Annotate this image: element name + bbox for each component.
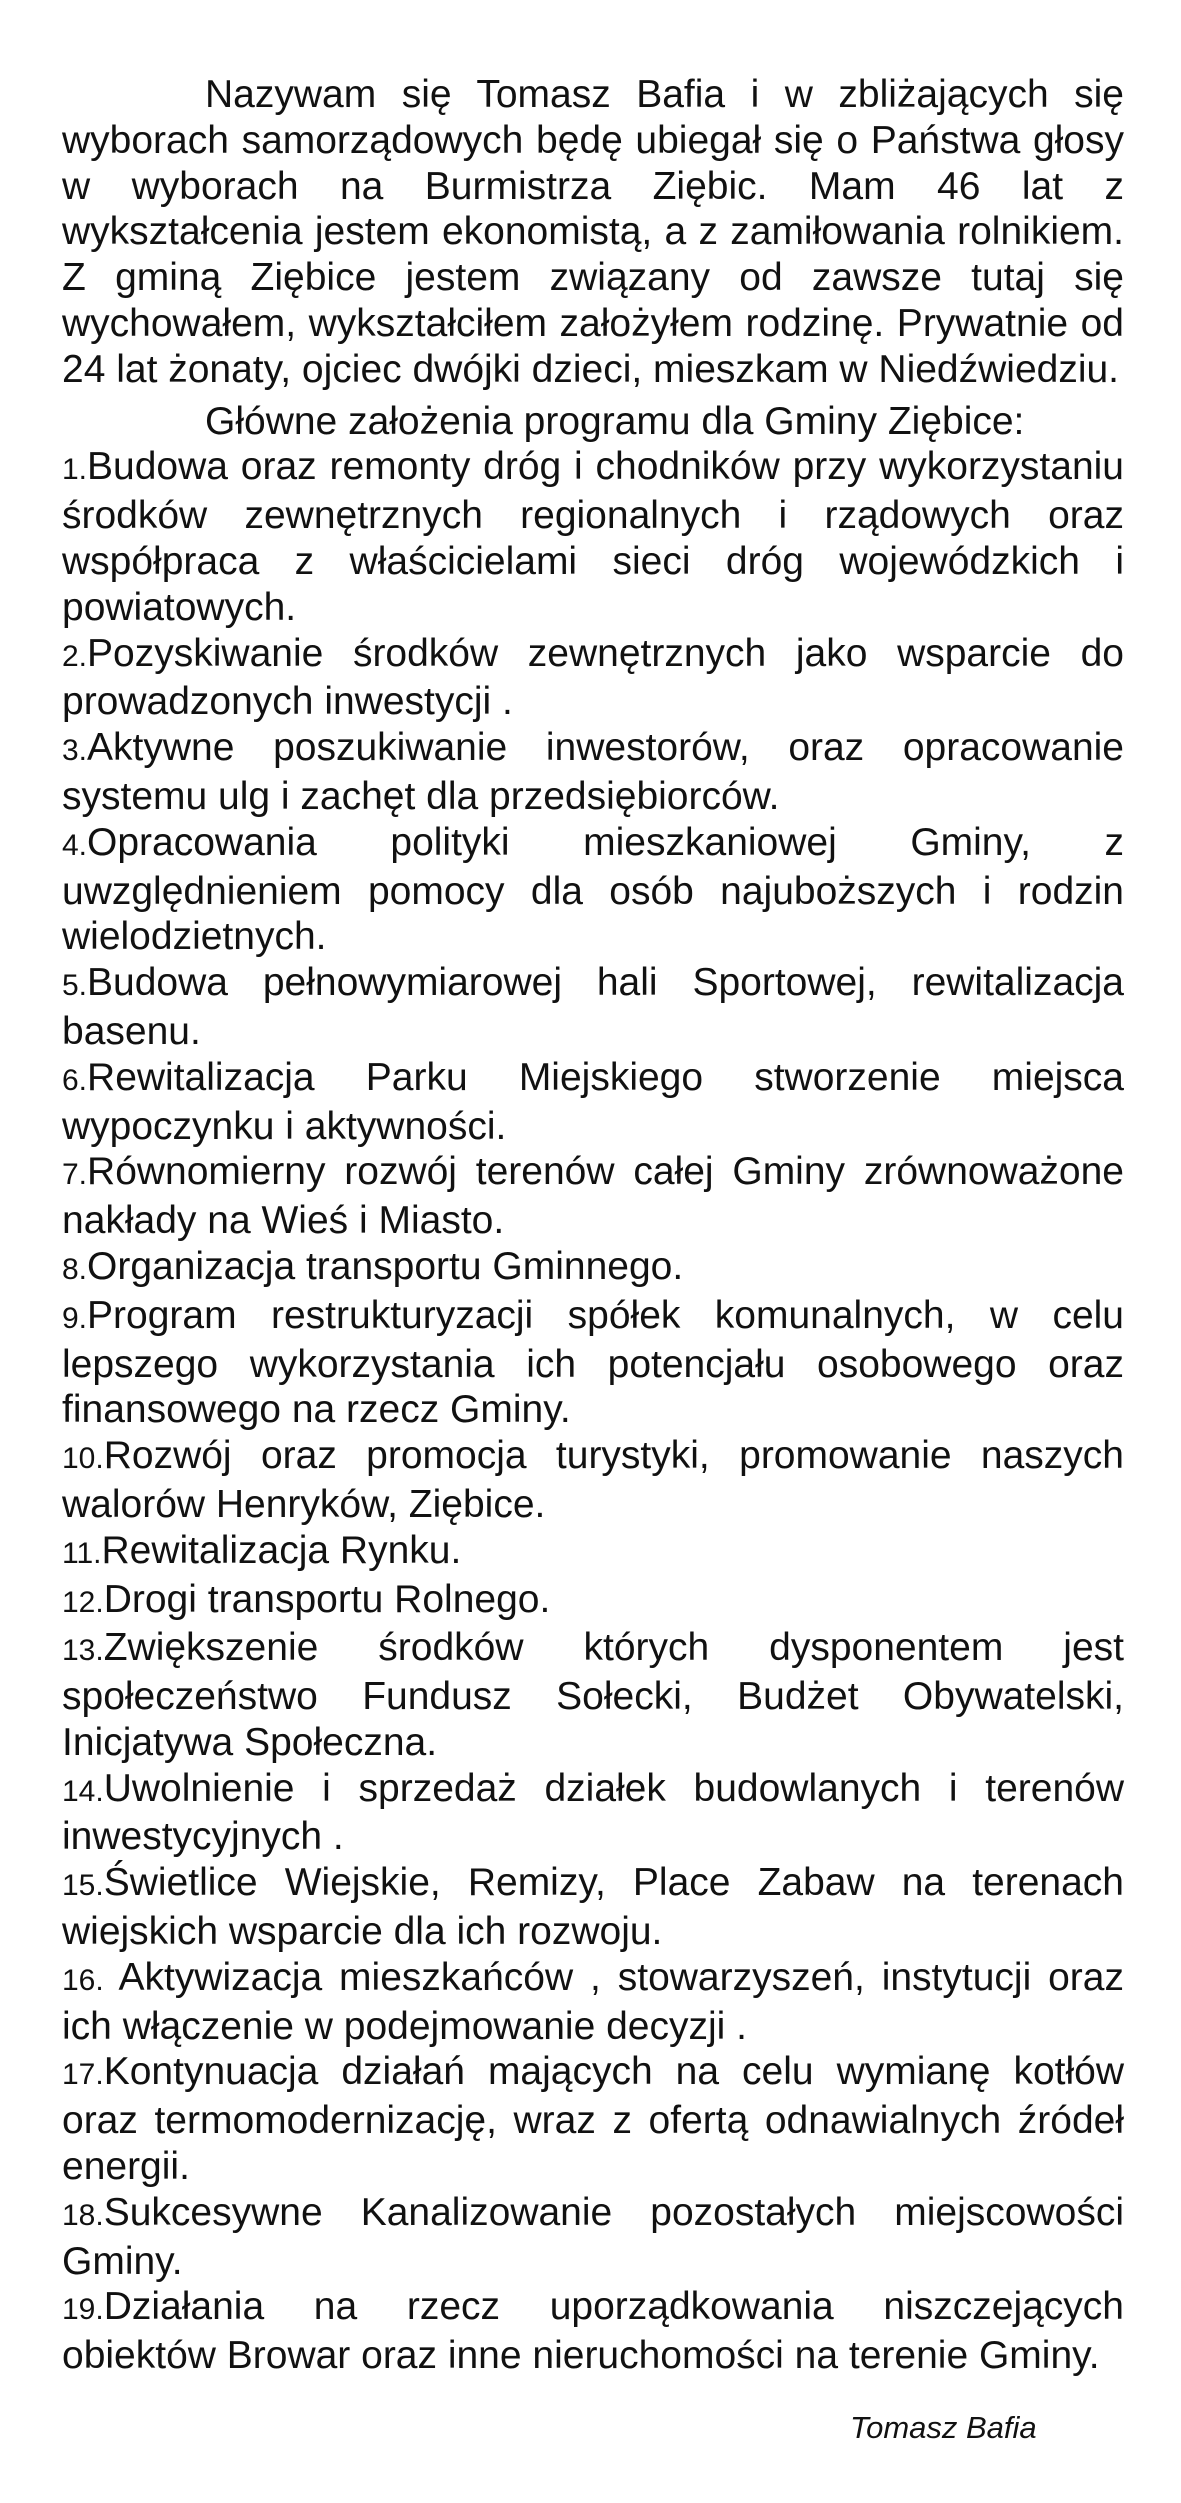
list-item-number: 1. [62, 453, 88, 487]
list-item-text: Rewitalizacja Rynku. [101, 1528, 462, 1572]
list-item-text: Świetlice Wiejskie, Remizy, Place Zabaw na terenach wiejskich wsparcie dla ich rozwoju. [62, 1861, 1124, 1954]
list-item [62, 631, 1124, 726]
list-item-number: 19. [62, 2293, 104, 2327]
list-item-text: Aktywizacja mieszkańców , stowarzyszeń, instytucji oraz ich włączenie w podejmowanie decyzji . [62, 1955, 1124, 2048]
list-item-number: 14. [62, 1774, 104, 1808]
list-item-number: 17. [62, 2058, 104, 2092]
list-item-text: Budowa oraz remonty dróg i chodników przy wykorzystaniu środków zewnętrznych regionalnych i rządowych oraz współpraca z właścicielami sieci dróg wojewódzkich i powiatowych. [62, 445, 1124, 629]
list-item-text: Zwiększenie środków których dysponentem jest społeczeństwo Fundusz Sołecki, Budżet Obywatelski, Inicjatywa Społeczna. [62, 1626, 1124, 1764]
list-item-number: 9. [62, 1301, 88, 1335]
list-item-number: 5. [62, 969, 88, 1003]
list-item-number: 15. [62, 1869, 104, 1903]
list-item [62, 1625, 1124, 1765]
program-list [62, 444, 1124, 2379]
list-item-number: 2. [62, 639, 88, 673]
list-item-text: Budowa pełnowymiarowej hali Sportowej, rewitalizacja basenu. [62, 961, 1124, 1053]
intro-paragraph: Nazywam się Tomasz Bafia i w zbliżających się wyborach samorządowych będę ubiegał się o Państwa głosy w wyborach na Burmistrza Ziębic. Mam 46 lat z wykształcenia jestem ekonomistą, a z zamiłowania rolnikiem. Z gminą Ziębice jestem związany od zawsze tutaj się wychowałem, wykształciłem założyłem rodzinę. Prywatnie od 24 lat żonaty, ojciec dwójki dzieci, mieszkam w Niedźwiedziu. [62, 73, 1124, 391]
list-item-number: 4. [62, 828, 88, 862]
list-item-number: 12. [62, 1585, 104, 1619]
list-item-number: 13. [62, 1634, 104, 1668]
list-item-number: 18. [62, 2198, 104, 2232]
list-item [62, 1055, 1124, 1150]
list-item-text: Organizacja transportu Gminnego. [87, 1244, 684, 1288]
list-item-text: Kontynuacja działań mających na celu wymianę kotłów oraz termomodernizację, wraz z ofertą odnawialnych źródeł energii. [62, 2050, 1124, 2189]
list-item-number: 10. [62, 1442, 104, 1476]
list-item [62, 2284, 1124, 2379]
list-item-number: 8. [62, 1252, 88, 1286]
list-item [62, 2190, 1124, 2285]
list-item-number: 16. [62, 1963, 104, 1997]
signature: Tomasz Bafia [850, 2410, 1037, 2445]
document-body [62, 72, 1124, 2379]
list-item-text: Program restrukturyzacji spółek komunalnych, w celu lepszego wykorzystania ich potencjału osobowego oraz finansowego na rzecz Gminy. [62, 1293, 1124, 1432]
list-item-text: Pozyskiwanie środków zewnętrznych jako wsparcie do prowadzonych inwestycji . [62, 631, 1124, 724]
list-item [62, 444, 1124, 630]
list-item [62, 1433, 1124, 1528]
list-item [62, 1577, 1124, 1626]
list-item-number: 7. [62, 1158, 88, 1192]
list-item-text: Opracowania polityki mieszkaniowej Gminy, z uwzględnieniem pomocy dla osób najuboższych i rodzin wielodzietnych. [62, 820, 1124, 959]
list-item-text: Sukcesywne Kanalizowanie pozostałych miejscowości Gminy. [62, 2190, 1124, 2283]
list-item-text: Aktywne poszukiwanie inwestorów, oraz opracowanie systemu ulg i zachęt dla przedsiębiorców. [62, 726, 1124, 818]
list-item-text: Równomierny rozwój terenów całej Gminy zrównoważone nakłady na Wieś i Miasto. [62, 1150, 1124, 1243]
list-item-number: 3. [62, 734, 88, 768]
list-item [62, 960, 1124, 1055]
list-item [62, 1528, 1124, 1577]
list-item [62, 820, 1124, 960]
list-item [62, 1766, 1124, 1861]
list-item [62, 1860, 1124, 1955]
list-item-text: Uwolnienie i sprzedaż działek budowlanych i terenów inwestycyjnych . [62, 1766, 1124, 1859]
program-title: Główne założenia programu dla Gminy Ziębice: [205, 399, 1025, 443]
list-item [62, 1955, 1124, 2050]
list-item [62, 1293, 1124, 1433]
list-item [62, 1244, 1124, 1293]
list-item-text: Rozwój oraz promocja turystyki, promowanie naszych walorów Henryków, Ziębice. [62, 1434, 1124, 1526]
list-item-number: 11. [62, 1536, 102, 1570]
list-item-text: Działania na rzecz uporządkowania niszczejących obiektów Browar oraz inne nieruchomości na terenie Gminy. [62, 2285, 1124, 2378]
list-item-text: Drogi transportu Rolnego. [103, 1577, 551, 1621]
list-item-number: 6. [62, 1063, 88, 1097]
list-item [62, 1149, 1124, 1244]
list-item [62, 2049, 1124, 2189]
list-item [62, 725, 1124, 820]
list-item-text: Rewitalizacja Parku Miejskiego stworzenie miejsca wypoczynku i aktywności. [62, 1055, 1124, 1148]
